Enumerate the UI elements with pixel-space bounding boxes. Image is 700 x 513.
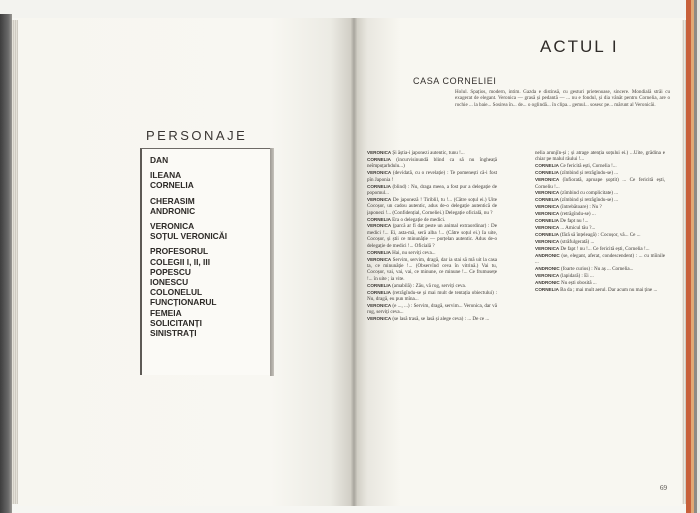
cast-item: PROFESORUL [150,246,209,257]
dialogue-line [535,211,665,217]
dialogue-line [535,266,665,272]
cast-item: COLONELUL [150,287,203,298]
dialogue-text: Ba da ; mai mult aerul. Dar acum nu mai ține ... [560,286,658,293]
dialogue-line [535,197,665,203]
cast-item: FUNCȚIONARUL [150,297,217,308]
speaker-name: VERONICA [367,256,393,262]
speaker-name: VERONICA [535,211,561,217]
dialogue-text: Servim, servim, dragă, dar ia stai să mă uit la casa ta, ce minunăție !... (Observînd ceva în vitrină.) Vai tu, Cocoșor, vai, vai, vai, ce minune, ce minune !... Ce frumusețe !... în uite ; ia vite. [367,256,497,282]
dialogue-text: (devidată, cu o revelație) : Te pomenești că-i fost pîn Japonia ! [367,170,497,183]
speaker-name: VERONICA [535,245,561,251]
cast-item: VERONICA [150,221,195,232]
dialogue-line [535,177,665,190]
speaker-name: CORNELIA [367,289,393,295]
dialogue-line [535,163,665,169]
dialogue-text: (e ..., ...) : Servim, dragă, servim... Veronica, dar vă rog, serviți ceva... [367,302,497,316]
dialogue-text: (se lasă trasă, se lasă și alege ceva) : ... De ce ... [392,316,490,323]
dialogue-text: De fapt ! nu !... Ce fericită ești, Cornelia !... [560,245,650,252]
characters-heading: PERSONAJE [146,128,248,143]
speaker-name: VERONICA [367,316,393,322]
dialogue-line [535,150,665,163]
dialogue-line [367,184,497,197]
dialogue-text: (parcă ar fi dat peste un animal extraordinar) : De medici !... Ei, asta-mă, seră alba !... (Către soțul ei.) Ia uite, Cocoșor, și știi ce minunăție — porțelan autentic. Adus de-o delegație de medici !... Oficială ? [367,223,497,249]
dialogue-line [535,225,665,231]
dialogue-text: (lapidară) : Ei ... [560,272,594,279]
dialogue-line [535,246,665,252]
dialogue-line [535,218,665,224]
cast-item: POPESCU [150,266,191,277]
dialogue-line [367,303,497,316]
dialogue-line [367,283,497,289]
dialogue-line [535,287,665,293]
dialogue-text: (străfulgerată) ... [560,238,595,245]
dialogue-column-left [367,150,497,504]
dialogue-line [367,257,497,283]
speaker-name: VERONICA [535,238,561,244]
book-cover-left [0,14,12,513]
dialogue-line [367,157,497,170]
dialogue-text: (zîmbind și retrăgîndu-se) ... [560,197,619,204]
speaker-name: CORNELIA [535,163,561,169]
cast-item: DAN [150,155,169,165]
book-cover-right [686,0,700,513]
dialogue-line [535,170,665,176]
cast-box-shadow [270,148,274,376]
dialogue-text: Hai, nu serviți ceva... [392,249,436,256]
speaker-name: VERONICA [367,150,393,155]
act-title: ACTUL I [540,37,619,56]
dialogue-line [535,253,665,266]
cast-item: ANDRONIC [150,205,196,216]
scene-title: CASA CORNELIEI [413,76,497,86]
speaker-name: CORNELIA [535,286,561,292]
cast-item: SINISTRAȚI [150,328,197,339]
speaker-name: ANDRONIC [535,252,562,258]
stage-direction: Holul. Spațios, modern, intim. Gazda e distinsă, cu gesturi prietenoase, sincere. Mondială străi cu exagerat de elegant. Veronica — grasă și pedantă — ... nu e fondul, și dia vânăt pentru Cornelia, are o rochie ... la baie... Sosirea în... de... o oglindă... în clipa... gemul... sosesc pe... mărunt al Veronicăi. [455,89,670,108]
dialogue-text: (blind) : Nu, draga meea, a fost pur a delegație de popomul... [367,183,497,196]
dialogue-text: Era o delegație de medici. [392,216,446,223]
cast-item: COLEGII I, II, III [150,256,211,267]
dialogue-text: ... Amicul tău ?... [560,224,596,231]
cast-item: CORNELIA [150,180,194,191]
speaker-name: CORNELIA [367,156,397,162]
dialogue-line [367,290,497,303]
cast-item: CHERASIM [150,195,195,206]
page-number: 69 [660,484,667,492]
speaker-name: VERONICA [367,170,393,176]
cast-item: FEMEIA [150,307,182,318]
dialogue-text: (incurvisinundă blind ca să nu îngheață neîmpuțarhdulu...) [367,156,497,170]
speaker-name: CORNELIA [535,231,561,237]
cast-item: IONESCU [150,277,189,288]
dialogue-line [535,204,665,210]
dialogue-line [535,273,665,279]
dialogue-line [367,316,497,322]
dialogue-line [535,232,665,238]
dialogue-text: (amabilă) : Zău, vă rog, serviți ceva. [392,282,467,289]
dialogue-text: De fapt nu !... [560,218,589,225]
speaker-name: CORNELIA [367,183,393,189]
top-margin [0,0,700,18]
dialogue-text: De japoneză ! Tiriblil, tu !... (Către soțul ei.) Uite Cocoșor, un cadou autentic, adus de-o delegație autentică de japonezi !... (Confidențial, Corneliei.) Delegație oficială, nu ? [367,196,497,216]
cast-item: SOLICITANȚI [150,317,202,328]
dialogue-line [367,150,497,156]
cast-list [150,155,227,338]
dialogue-line [535,239,665,245]
dialogue-text: (foarte curios) : Nu aș ... Cornelia... [561,265,634,272]
speaker-name: VERONICA [367,196,393,202]
dialogue-column-right [535,150,665,470]
dialogue-text: (zîmbind cu complicitate) ... [560,190,619,197]
speaker-name: VERONICA [535,224,561,230]
dialogue-line [367,223,497,249]
speaker-name: CORNELIA [367,282,393,288]
speaker-name: VERONICA [367,302,393,308]
speaker-name: VERONICA [535,204,561,210]
speaker-name: CORNELIA [367,249,393,255]
cast-item: SOȚUL VERONICĂI [150,231,228,242]
dialogue-text: (se, elegant, aferat, condescendent) : ... cu mîinile ... [535,252,665,265]
dialogue-text: nelia arunjîn-și ; și atrage atenția soțului ei.) ...Uite, grădina e chiar pe malul râului !... [535,150,665,163]
dialogue-text: Și ăștia-i japonezi autentic, tunu !... [392,150,465,156]
speaker-name: CORNELIA [367,216,393,222]
speaker-name: VERONICA [367,223,393,229]
speaker-name: VERONICA [535,190,561,196]
speaker-name: CORNELIA [535,170,561,176]
cast-item: ILEANA [150,170,182,181]
dialogue-line [367,250,497,256]
speaker-name: ANDRONIC [535,279,562,285]
speaker-name: VERONICA [535,177,563,183]
dialogue-line [535,190,665,196]
speaker-name: CORNELIA [535,197,561,203]
dialogue-text: (zîmbind și retrăgîndu-se) ... [560,170,619,177]
dialogue-line [367,197,497,216]
dialogue-text: (întrebătoare) : Nu ? [560,204,602,211]
dialogue-text: (retrăgîndu-se) ... [560,211,596,218]
dialogue-text: (înfiorată, aproape șoptit) ... Ce fericită ești, Corneliu !... [535,177,665,190]
speaker-name: VERONICA [535,272,561,278]
speaker-name: CORNELIA [535,218,561,224]
dialogue-line [367,170,497,183]
book-gutter [350,18,358,506]
dialogue-text: Ce fericită ești, Cornelia !... [560,163,617,170]
dialogue-text: Nu ești obosită ... [561,279,597,286]
dialogue-line [367,217,497,223]
dialogue-text: (fără să înțeleagă) : Cocoșor, vă... Ce ... [560,231,641,238]
speaker-name: ANDRONIC [535,265,562,271]
dialogue-text: (retrăgîndu-se și mai mult de tentația obiectului) : Nu, dragă, eu pun mîna... [367,289,497,302]
dialogue-line [535,280,665,286]
